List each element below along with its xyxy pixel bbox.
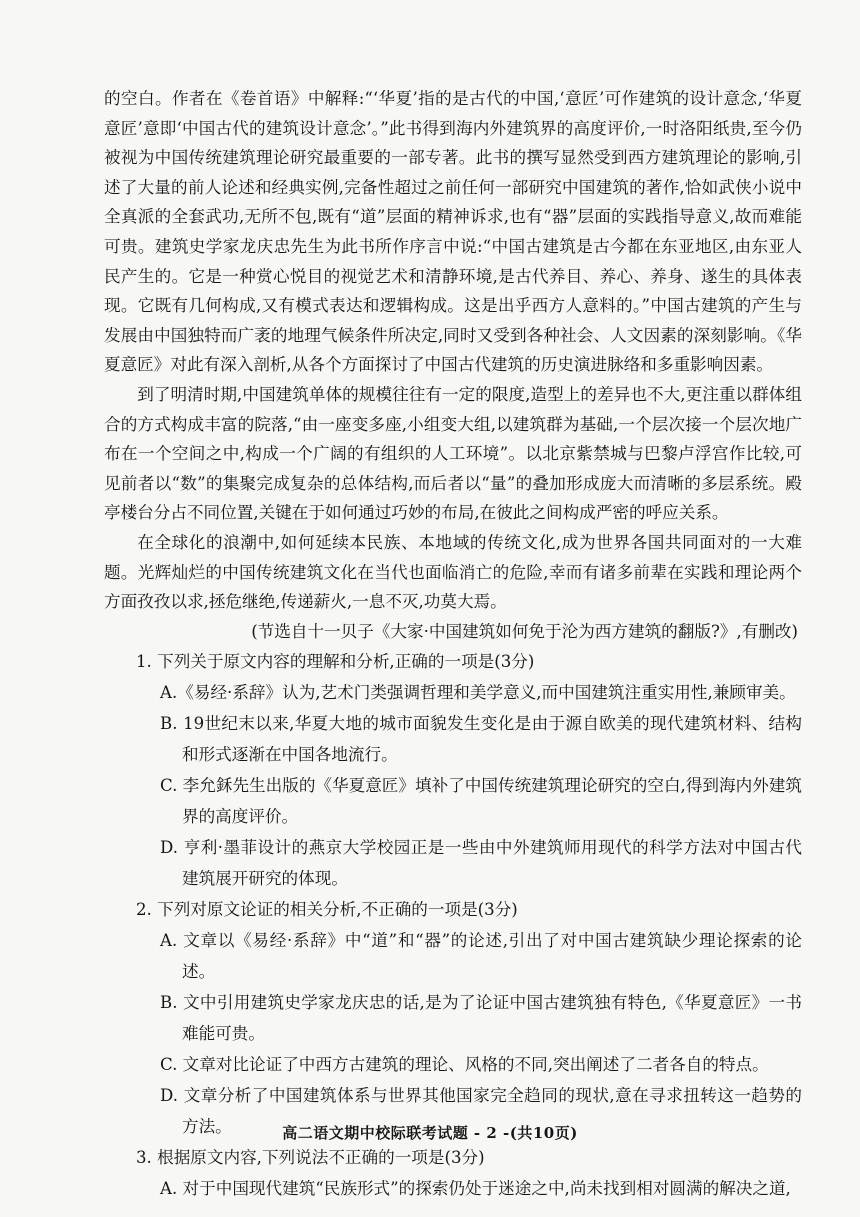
question-stem: 1. 下列关于原文内容的理解和分析,正确的一项是(3分) bbox=[136, 652, 535, 672]
question-list bbox=[104, 646, 802, 1204]
question-1 bbox=[104, 646, 802, 894]
answer-option-c: C. 文章对比论证了中西方古建筑的理论、风格的不同,突出阐述了二者各自的特点。 bbox=[160, 1055, 769, 1075]
question-2 bbox=[104, 894, 802, 1142]
question-3 bbox=[104, 1142, 802, 1204]
question-stem: 3. 根据原文内容,下列说法不正确的一项是(3分) bbox=[136, 1148, 485, 1168]
answer-option-d: D. 亨利·墨菲设计的燕京大学校园正是一些由中外建筑师用现代的科学方法对中国古代建筑展开研究的体现。 bbox=[160, 838, 802, 889]
answer-option-c: C. 李允鉌先生出版的《华夏意匠》填补了中国传统建筑理论研究的空白,得到海内外建筑界的高度评价。 bbox=[160, 776, 802, 827]
passage-paragraph: 的空白。作者在《卷首语》中解释:“‘华夏’指的是古代的中国,‘意匠’可作建筑的设计意念,‘华夏意匠’意即‘中国古代的建筑设计意念’。”此书得到海内外建筑界的高度评价,一时洛阳纸贵,至今仍被视为中国传统建筑理论研究最重要的一部专著。此书的撰写显然受到西方建筑理论的影响,引述了大量的前人论述和经典实例,完备性超过之前任何一部研究中国建筑的著作,恰如武侠小说中全真派的全套武功,无所不包,既有“道”层面的精神诉求,也有“器”层面的实践指导意义,故而难能可贵。建筑史学家龙庆忠先生为此书所作序言中说:“中国古建筑是古今都在东亚地区,由东亚人民产生的。它是一种赏心悦目的视觉艺术和清静环境,是古代养目、养心、养身、遂生的具体表现。它既有几何构成,又有模式表达和逻辑构成。这是出乎西方人意料的。”中国古建筑的产生与发展由中国独特而广袤的地理气候条件所决定,同时又受到各种社会、人文因素的深刻影响。《华夏意匠》对此有深入剖析,从各个方面探讨了中国古代建筑的历史演进脉络和多重影响因素。 bbox=[104, 89, 802, 375]
page-footer: 高二语文期中校际联考试题 - 2 -(共10页) bbox=[282, 1124, 578, 1142]
answer-option-a: A.《易经·系辞》认为,艺术门类强调哲理和美学意义,而中国建筑注重实用性,兼顾审美。 bbox=[160, 683, 796, 703]
passage-source: (节选自十一贝子《大家·中国建筑如何免于沦为西方建筑的翻版?》,有删改) bbox=[251, 621, 798, 641]
answer-option-b: B. 文中引用建筑史学家龙庆忠的话,是为了论证中国古建筑独有特色,《华夏意匠》一书难能可贵。 bbox=[160, 993, 802, 1044]
answer-option-a: A. 对于中国现代建筑“民族形式”的探索仍处于迷途之中,尚未找到相对圆满的解决之道, bbox=[160, 1179, 791, 1199]
passage-paragraph: 到了明清时期,中国建筑单体的规模往往有一定的限度,造型上的差异也不大,更注重以群体组合的方式构成丰富的院落,“由一座变多座,小组变大组,以建筑群为基础,一个层次接一个层次地广布在一个空间之中,构成一个广阔的有组织的人工环境”。以北京紫禁城与巴黎卢浮宫作比较,可见前者以“数”的集聚完成复杂的总体结构,而后者以“量”的叠加形成庞大而清晰的多层系统。殿亭楼台分占不同位置,关键在于如何通过巧妙的布局,在彼此之间构成严密的呼应关系。 bbox=[104, 384, 802, 523]
question-stem: 2. 下列对原文论证的相关分析,不正确的一项是(3分) bbox=[136, 900, 518, 920]
answer-option-a: A. 文章以《易经·系辞》中“道”和“器”的论述,引出了对中国古建筑缺少理论探索的论述。 bbox=[160, 931, 802, 982]
answer-option-b: B. 19世纪末以来,华夏大地的城市面貌发生变化是由于源自欧美的现代建筑材料、结构和形式逐渐在中国各地流行。 bbox=[160, 714, 802, 765]
passage-paragraph: 在全球化的浪潮中,如何延续本民族、本地域的传统文化,成为世界各国共同面对的一大难题。光辉灿烂的中国传统建筑文化在当代也面临消亡的危险,幸而有诸多前辈在实践和理论两个方面孜孜以求,拯危继绝,传递薪火,一息不灭,功莫大焉。 bbox=[104, 532, 802, 612]
reading-passage bbox=[104, 84, 802, 646]
answer-option-d: D. 文章分析了中国建筑体系与世界其他国家完全趋同的现状,意在寻求扭转这一趋势的方法。 bbox=[160, 1086, 802, 1137]
